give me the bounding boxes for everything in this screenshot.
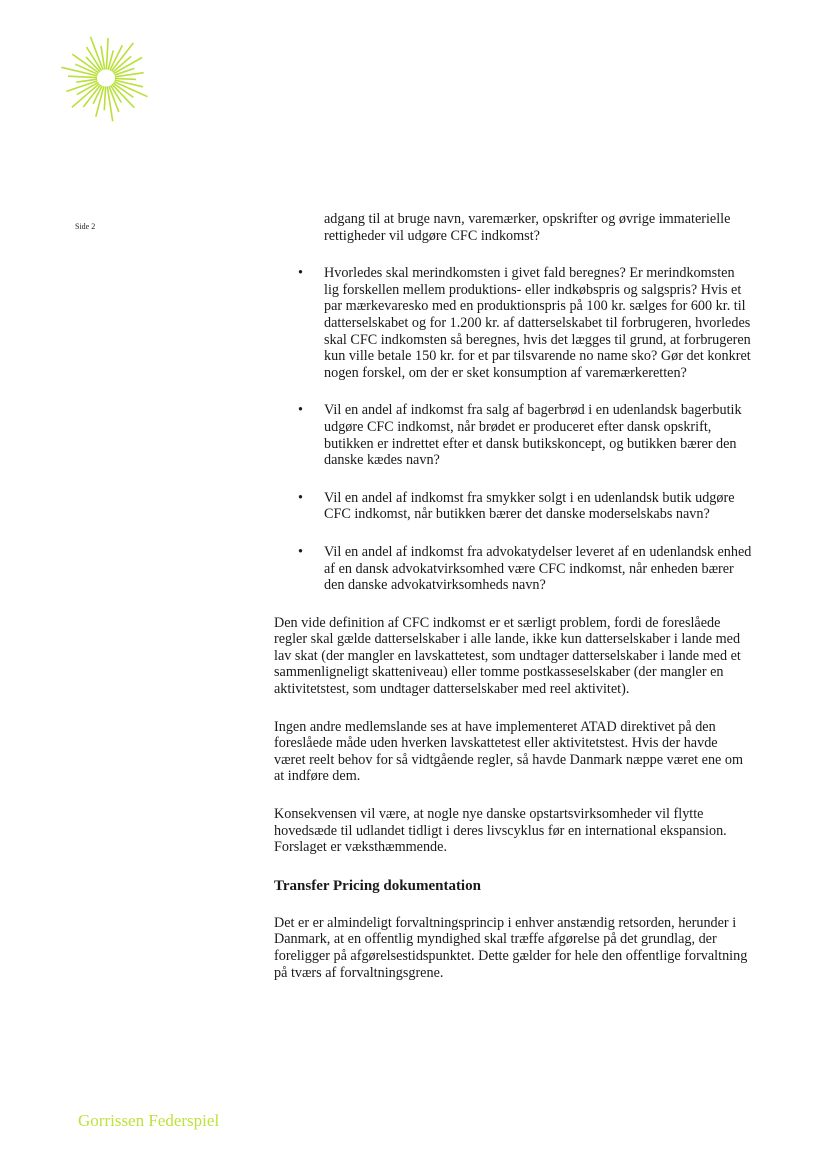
sunburst-ray: [115, 78, 136, 79]
sunburst-ray: [91, 37, 104, 70]
paragraph-consequence: Konsekvensen vil være, at nogle nye danske opstartsvirksomheder vil flytte hovedsæde til udlandet tidligt i deres livscyklus før en international ekspansion. Forslaget er væksthæmmende.: [274, 806, 727, 856]
bullet-icon: •: [298, 265, 303, 282]
paragraph-cfc-definition: Den vide definition af CFC indkomst er et særligt problem, fordi de foreslåede regler skal gælde datterselskaber i alle lande, ikke kun datterselskaber i lande med lav skat (der mangler en lavskattetest, som undtager datterselskaber i lande med et sammenligneligt skatteniveau) eller tomme postkasseselskaber (der mangler en aktivitetstest, som undtager datterselskaber med reel aktivitet).: [274, 614, 741, 698]
footer-brand-name: Gorrissen Federspiel: [78, 1111, 220, 1130]
page-label: Side 2: [75, 222, 96, 231]
sunburst-icon: [52, 34, 160, 122]
sunburst-ray: [68, 76, 97, 77]
bullet-icon: •: [298, 489, 303, 506]
paragraph-transfer-pricing: Det er er almindeligt forvaltningsprincip i enhver anstændig retsorden, herunder i Danmark, at en offentlig myndighed skal træffe afgørelse på det grundlag, der foreligger på afgørelsestidspunktet. Dette gælder for hele den offentlige forvaltning på tværs af forvaltningsgrene.: [274, 914, 748, 981]
bullet-icon: •: [298, 402, 303, 419]
document-body: [274, 211, 752, 1002]
bullet-icon: •: [298, 543, 303, 560]
question-list: [274, 265, 752, 594]
list-item: • Hvorledes skal merindkomsten i givet fald beregnes? Er merindkomsten lig forskellen mellem produktions- eller indkøbspris og salgspris? Hvis et par mærkevaresko med en produktionspris på 100 kr. sælges for 600 kr. til datterselskabet og for 1.200 kr. af datterselskabet til forbrugeren, hvorledes skal CFC indkomsten så beregnes, hvis det lægges til grund, at forbrugeren kun ville betale 150 kr. for et par tilsvarende no name sko? Gør det konkret nogen forskel, om der er sket konsumption af varemærkeretten?: [298, 265, 751, 381]
sunburst-ray: [104, 87, 105, 111]
list-item: • Vil en andel af indkomst fra advokatydelser leveret af en udenlandsk enhed af en dansk advokatvirksomhed være CFC indkomst, når enheden bærer den danske advokatvirksomheds navn?: [298, 543, 752, 594]
list-item: • Vil en andel af indkomst fra smykker solgt i en udenlandsk butik udgøre CFC indkomst, når butikken bærer det danske moderselskabs navn?: [298, 489, 735, 523]
list-item: • Vil en andel af indkomst fra salg af bagerbrød i en udenlandsk bagerbutik udgøre CFC indkomst, når brødet er produceret efter dansk opskrift, butikken er indrettet efter et dansk butikskoncept, og butikken bærer den danske kædes navn?: [298, 402, 742, 469]
sunburst-ray: [106, 38, 108, 69]
section-heading: Transfer Pricing dokumentation: [274, 877, 481, 894]
paragraph-member-states: Ingen andre medlemslande ses at have implementeret ATAD direktivet på den foreslåede måde uden hverken lavskattetest eller aktivitetstest. Hvis der havde været reelt behov for så vidtgående regler, så havde Danmark næppe været ene om at indføre dem.: [274, 718, 744, 785]
continuation-text: adgang til at bruge navn, varemærker, opskrifter og øvrige immaterielle rettigheder vil udgøre CFC indkomst?: [324, 211, 731, 244]
